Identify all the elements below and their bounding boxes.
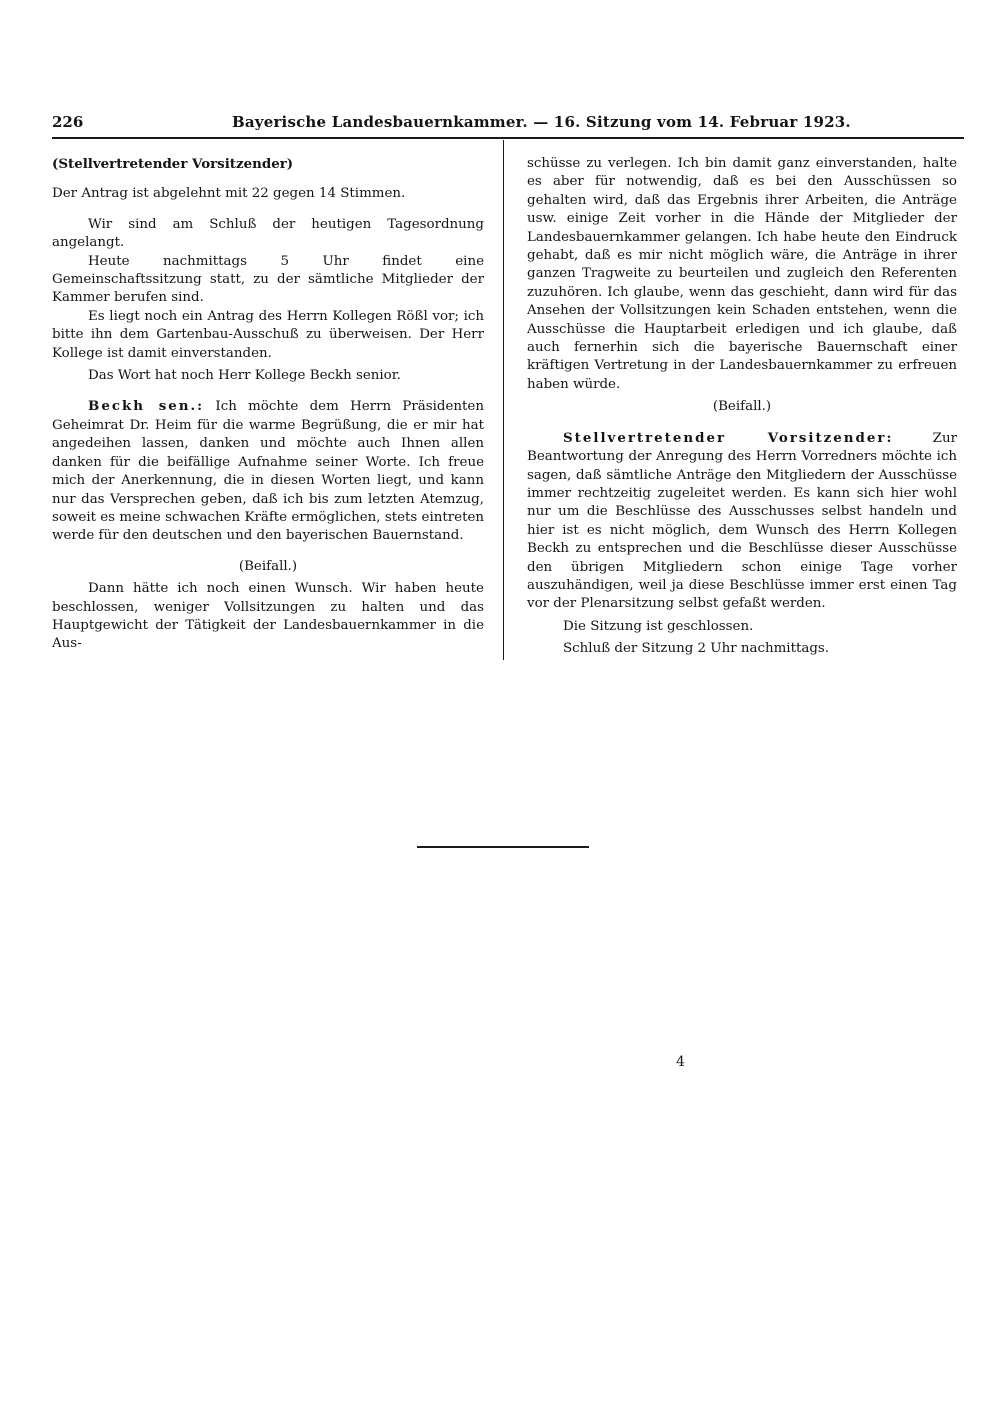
signature-mark: 4 [676,1054,685,1070]
speech-paragraph [52,397,484,545]
right-column [527,155,957,659]
header-rule [52,137,964,139]
paragraph: Dann hätte ich noch einen Wunsch. Wir haben heute beschlossen, weniger Vollsitzungen zu halten und das Hauptgewicht der Tätigkeit der Landesbauernkammer in die Aus- [52,581,484,652]
speech-text: Ich möchte dem Herrn Präsidenten Geheimrat Dr. Heim für die warme Begrüßung, die er mir hat angedeihen lassen, danken und möchte auch Ihnen allen danken für die beifällige Aufnahme seiner Worte. Ich freue mich der Anerkennung, die in diesen Worten liegt, und kann nur das Versprechen geben, daß ich bis zum letzten Atemzug, soweit es meine schwachen Kräfte ermöglichen, stets eintreten werde für den deutschen und den bayerischen Bauernstand. [52,399,484,544]
paragraph: Der Antrag ist abgelehnt mit 22 gegen 14 Stimmen. [52,186,406,202]
column-divider [503,140,504,660]
speaker-heading: (Stellvertretender Vorsitzender) [52,156,294,172]
paragraph: Die Sitzung ist geschlossen. [563,618,754,634]
running-title: Bayerische Landesbauernkammer. — 16. Sitzung vom 14. Februar 1923. [232,113,851,131]
speaker-name: Beckh sen.: [88,398,205,415]
speech-paragraph [527,429,957,614]
page-number: 226 [52,113,84,131]
page-header [52,113,851,135]
paragraph: Schluß der Sitzung 2 Uhr nachmittags. [563,641,830,657]
paragraph: Wir sind am Schluß der heutigen Tagesordnung angelangt. [52,216,484,251]
paragraph: Heute nachmittags 5 Uhr findet eine Gemeinschaftssitzung statt, zu der sämtliche Mitglieder der Kammer berufen sind. [52,253,484,306]
end-rule [417,846,589,848]
applause-note: (Beifall.) [238,558,298,574]
speech-text: Zur Beantwortung der Anregung des Herrn Vorredners möchte ich sagen, daß sämtliche Anträge den Mitgliedern der Ausschüsse immer rechtzeitig zugeleitet werden. Es kann sich hier wohl nur um die Beschlüsse des Ausschusses selbst handeln und hier ist es nicht möglich, dem Wunsch des Herrn Kollegen Beckh zu entsprechen und die Beschlüsse dieser Ausschüsse den übrigen Mitgliedern schon einige Tage vorher auszuhändigen, weil ja diese Beschlüsse immer erst einen Tag vor der Plenarsitzung selbst gefaßt werden. [527,430,957,612]
paragraph: Das Wort hat noch Herr Kollege Beckh senior. [88,368,401,384]
paragraph: Es liegt noch ein Antrag des Herrn Kollegen Rößl vor; ich bitte ihn dem Gartenbau-Ausschuß zu überweisen. Der Herr Kollege ist damit einverstanden. [52,308,484,361]
applause-note: (Beifall.) [712,399,772,415]
speaker-name: Stellvertretender Vorsitzender: [563,429,894,446]
paragraph: schüsse zu verlegen. Ich bin damit ganz einverstanden, halte es aber für notwendig, daß es bei den Ausschüssen so gehalten wird, daß das Ergebnis ihrer Arbeiten, die Anträge usw. einige Zeit vorher in die Hände der Mitglieder der Landesbauernkammer gelangen. Ich habe heute den Eindruck gehabt, daß es mir nicht möglich wäre, die Anträge in ihrer ganzen Tragweite zu beurteilen und zugleich den Referenten zuzuhören. Ich glaube, wenn das geschieht, dann wird für das Ansehen der Vollsitzungen kein Schaden entstehen, wenn die Ausschüsse die Hauptarbeit erledigen und ich glaube, daß auch fernerhin sich die bayerische Bauernschaft einer kräftigen Vertretung in der Landesbauernkammer zu erfreuen haben würde. [527,156,957,392]
left-column [52,155,484,654]
